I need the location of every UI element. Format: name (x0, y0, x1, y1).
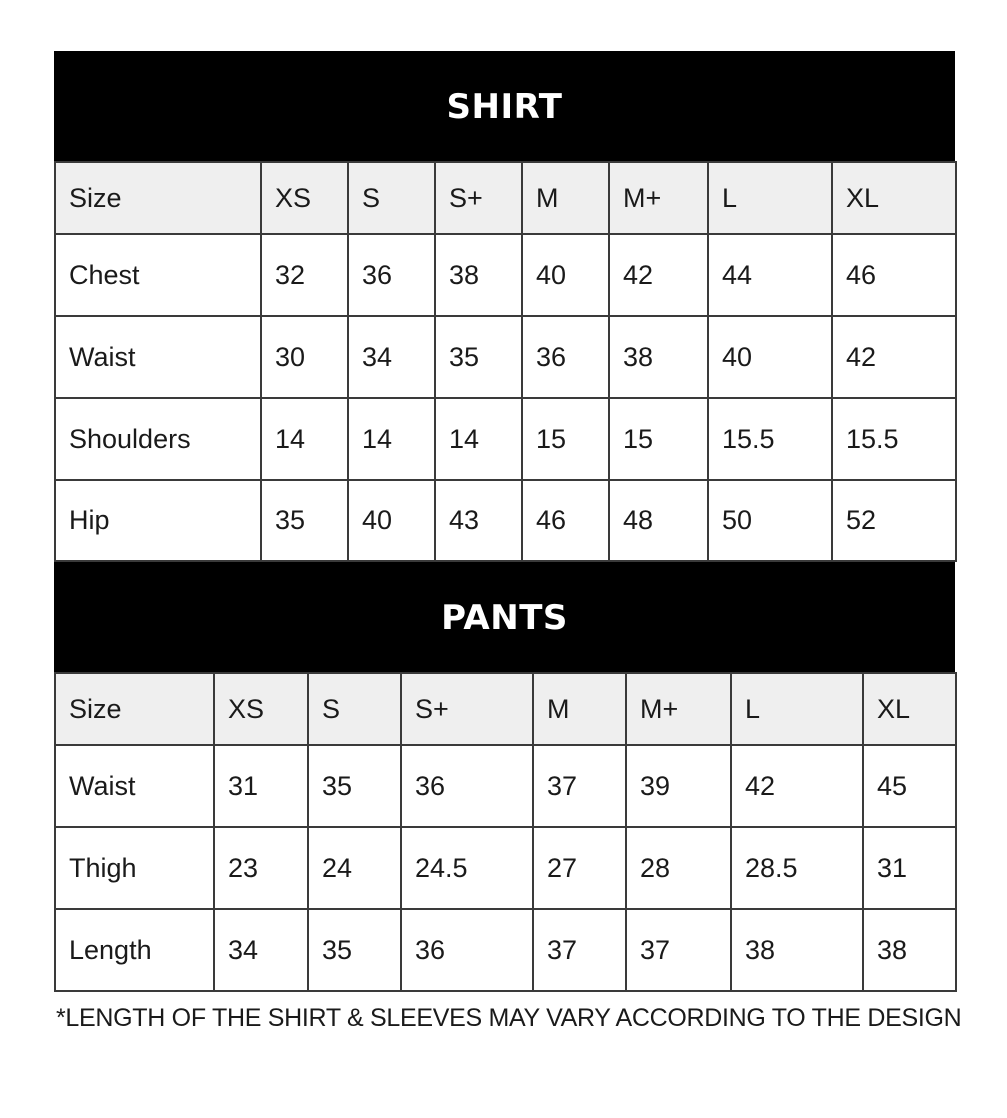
size-header-cell: M (533, 673, 626, 745)
measurement-value-cell: 35 (435, 316, 522, 398)
measurement-value-cell: 14 (348, 398, 435, 480)
table-row (55, 480, 956, 561)
measurement-label-cell: Thigh (55, 827, 214, 909)
pants-section-title: PANTS (54, 562, 955, 672)
footnote: *LENGTH OF THE SHIRT & SLEEVES MAY VARY ACCORDING TO THE DESIGN (56, 1004, 962, 1032)
measurement-value-cell: 35 (308, 745, 401, 827)
measurement-label-cell: Shoulders (55, 398, 261, 480)
size-header-cell: XS (261, 162, 348, 234)
measurement-value-cell: 36 (522, 316, 609, 398)
measurement-value-cell: 40 (708, 316, 832, 398)
measurement-value-cell: 37 (533, 745, 626, 827)
measurement-value-cell: 28 (626, 827, 731, 909)
measurement-value-cell: 48 (609, 480, 708, 561)
measurement-value-cell: 43 (435, 480, 522, 561)
measurement-value-cell: 44 (708, 234, 832, 316)
measurement-value-cell: 46 (832, 234, 956, 316)
table-row (55, 234, 956, 316)
measurement-value-cell: 28.5 (731, 827, 863, 909)
size-header-cell: L (731, 673, 863, 745)
measurement-value-cell: 36 (401, 909, 533, 991)
shirt-section-title: SHIRT (54, 51, 955, 161)
measurement-value-cell: 35 (261, 480, 348, 561)
measurement-value-cell: 31 (863, 827, 956, 909)
measurement-value-cell: 42 (832, 316, 956, 398)
size-header-cell: XL (863, 673, 956, 745)
table-row (55, 398, 956, 480)
measurement-value-cell: 31 (214, 745, 308, 827)
size-header-cell: S (348, 162, 435, 234)
measurement-value-cell: 15 (522, 398, 609, 480)
pants-size-table (54, 672, 957, 992)
measurement-value-cell: 24.5 (401, 827, 533, 909)
measurement-value-cell: 15.5 (708, 398, 832, 480)
size-header-cell: M (522, 162, 609, 234)
measurement-value-cell: 38 (435, 234, 522, 316)
table-row (55, 909, 956, 991)
measurement-value-cell: 39 (626, 745, 731, 827)
measurement-value-cell: 50 (708, 480, 832, 561)
size-header-cell: XS (214, 673, 308, 745)
size-header-cell: XL (832, 162, 956, 234)
measurement-value-cell: 35 (308, 909, 401, 991)
measurement-value-cell: 34 (348, 316, 435, 398)
size-header-cell: S (308, 673, 401, 745)
measurement-value-cell: 23 (214, 827, 308, 909)
measurement-value-cell: 37 (626, 909, 731, 991)
table-row (55, 827, 956, 909)
measurement-value-cell: 27 (533, 827, 626, 909)
measurement-value-cell: 15 (609, 398, 708, 480)
measurement-value-cell: 34 (214, 909, 308, 991)
measurement-value-cell: 38 (731, 909, 863, 991)
measurement-value-cell: 52 (832, 480, 956, 561)
measurement-value-cell: 24 (308, 827, 401, 909)
table-row (55, 316, 956, 398)
shirt-size-table (54, 161, 957, 562)
measurement-value-cell: 42 (731, 745, 863, 827)
size-header-cell: L (708, 162, 832, 234)
measurement-value-cell: 45 (863, 745, 956, 827)
measurement-value-cell: 15.5 (832, 398, 956, 480)
size-label-cell: Size (55, 673, 214, 745)
measurement-label-cell: Waist (55, 745, 214, 827)
size-label-cell: Size (55, 162, 261, 234)
measurement-value-cell: 40 (348, 480, 435, 561)
table-row (55, 745, 956, 827)
measurement-value-cell: 30 (261, 316, 348, 398)
measurement-value-cell: 14 (435, 398, 522, 480)
measurement-value-cell: 42 (609, 234, 708, 316)
measurement-value-cell: 40 (522, 234, 609, 316)
measurement-label-cell: Waist (55, 316, 261, 398)
measurement-label-cell: Chest (55, 234, 261, 316)
size-chart (54, 51, 955, 992)
measurement-value-cell: 36 (348, 234, 435, 316)
measurement-value-cell: 37 (533, 909, 626, 991)
shirt-size-header-row (55, 162, 956, 234)
size-header-cell: S+ (401, 673, 533, 745)
measurement-value-cell: 36 (401, 745, 533, 827)
measurement-value-cell: 38 (609, 316, 708, 398)
size-header-cell: M+ (626, 673, 731, 745)
measurement-value-cell: 38 (863, 909, 956, 991)
measurement-value-cell: 14 (261, 398, 348, 480)
size-header-cell: M+ (609, 162, 708, 234)
measurement-value-cell: 32 (261, 234, 348, 316)
measurement-label-cell: Hip (55, 480, 261, 561)
measurement-value-cell: 46 (522, 480, 609, 561)
size-header-cell: S+ (435, 162, 522, 234)
pants-size-header-row (55, 673, 956, 745)
measurement-label-cell: Length (55, 909, 214, 991)
